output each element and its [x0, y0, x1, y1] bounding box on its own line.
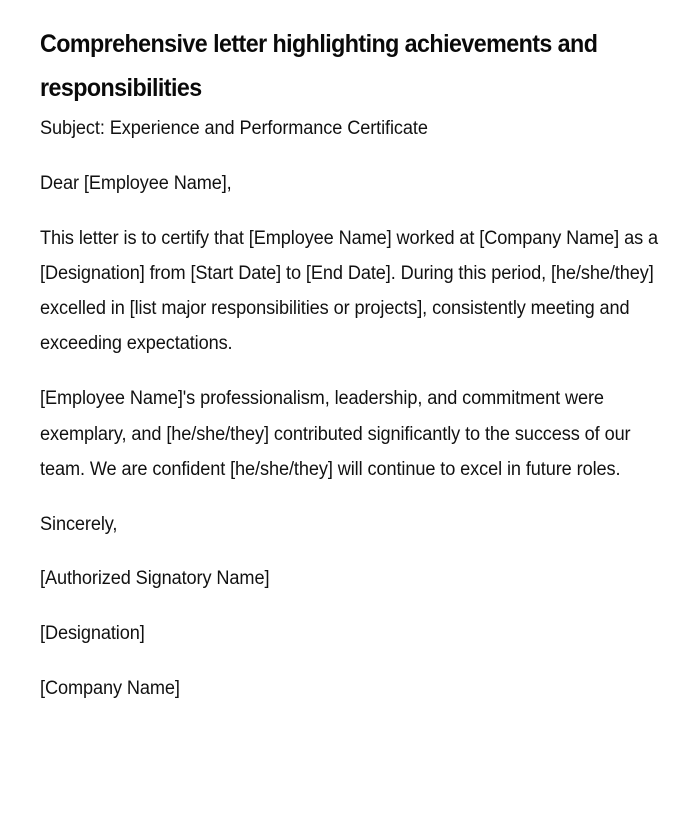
company-name: [Company Name]	[40, 678, 180, 700]
letter-closing: Sincerely,	[40, 513, 118, 535]
signatory-name: [Authorized Signatory Name]	[40, 568, 270, 590]
signatory-designation: [Designation]	[40, 623, 145, 645]
letter-subject: Subject: Experience and Performance Certificate	[40, 118, 428, 139]
letter-title: Comprehensive letter highlighting achievements and responsibilities	[40, 30, 598, 102]
letter-salutation: Dear [Employee Name],	[40, 172, 232, 194]
letter-body-paragraph: [Employee Name]'s professionalism, leadership, and commitment were exemplary, and [he/she/they] contributed significantly to the success of our team. We are confident [he/she/they] will continue to excel in future roles.	[40, 388, 631, 480]
letter-body-paragraph: This letter is to certify that [Employee Name] worked at [Company Name] as a [Designation] from [Start Date] to [End Date]. During this period, [he/she/they] excelled in [list major responsibilities or projects], consistently meeting and exceeding expectations.	[40, 227, 658, 355]
